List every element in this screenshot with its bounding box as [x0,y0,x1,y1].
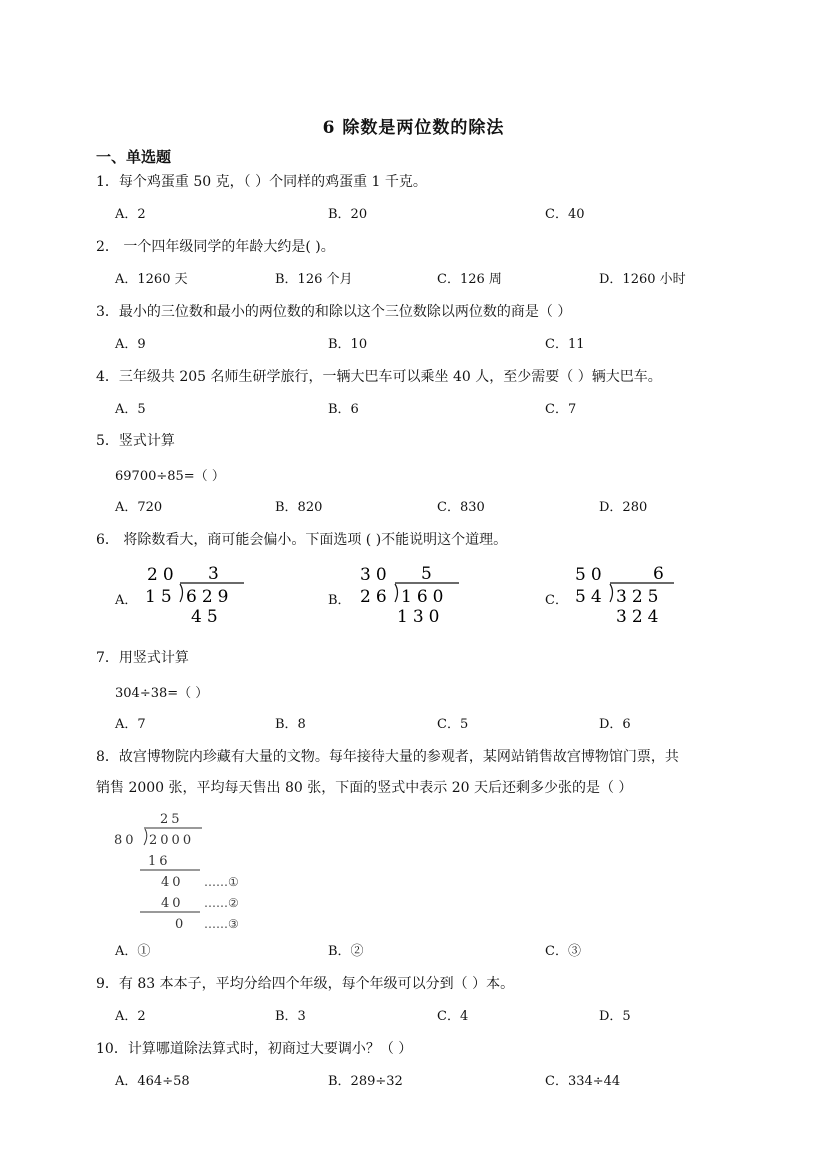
q1-option-b[interactable]: B．20 [328,207,368,222]
question-6: 6． 将除数看大，商可能会偏小。下面选项 ( )不能说明这个道理。 [96,532,508,548]
q10-option-b[interactable]: B．289÷32 [328,1074,403,1089]
q5-option-c[interactable]: C．830 [437,500,485,515]
q7-expression: 304÷38=（ ） [115,686,209,701]
q7-option-c[interactable]: C．5 [437,717,469,732]
q5-expression: 69700÷85=（ ） [115,469,225,484]
q7-option-b[interactable]: B．8 [275,717,306,732]
division-b-divisor: 26 [360,587,392,607]
division-b-bracket [395,584,398,602]
q8-dividend: 2000 [149,833,195,848]
question-3: 3．最小的三位数和最小的两位数的和除以这个三位数除以两位数的商是（ ） [96,304,572,320]
q10-option-a[interactable]: A．464÷58 [115,1074,190,1089]
division-b-quotient: 5 [421,564,432,584]
q8-divisor: 80 [114,833,137,848]
division-a-quotient: 3 [208,564,219,584]
q6-option-b[interactable]: B． [328,593,351,608]
q6-option-a[interactable]: A． [115,593,138,608]
division-c-guess: 50 [575,565,607,585]
division-a-bracket [180,584,183,602]
q10-option-c[interactable]: C．334÷44 [545,1074,621,1089]
division-c-quotient: 6 [653,564,664,584]
question-7: 7．用竖式计算 [96,650,189,666]
division-c-divisor: 54 [575,587,607,607]
q9-option-a[interactable]: A．2 [115,1009,146,1024]
question-4: 4．三年级共 205 名师生研学旅行，一辆大巴车可以乘坐 40 人，至少需要（ ）辆大巴车。 [96,369,662,385]
division-a-dividend: 629 [186,587,234,607]
q8-division [112,810,262,938]
division-b-dividend: 160 [401,587,449,607]
q5-option-b[interactable]: B．820 [275,500,323,515]
question-8-line-2: 销售 2000 张，平均每天售出 80 张，下面的竖式中表示 20 天后还剩多少张的是（ ） [96,780,633,796]
question-8-line-1: 8．故宫博物院内珍藏有大量的文物。每年接待大量的参观者，某网站销售故宫博物馆门票，共 [96,749,679,765]
division-c-dividend: 325 [616,587,664,607]
q8-quotient: 25 [160,812,183,827]
q4-option-c[interactable]: C．7 [545,402,577,417]
section-heading: 一、单选题 [96,148,172,166]
division-a-guess: 20 [147,565,179,585]
q6-division-a [140,564,250,634]
q1-option-a[interactable]: A．2 [115,207,146,222]
q9-option-b[interactable]: B．3 [275,1009,306,1024]
q1-option-c[interactable]: C．40 [545,207,585,222]
division-c-bracket [610,584,613,602]
q2-option-d[interactable]: D．1260 小时 [599,272,686,287]
division-b-product: 130 [397,607,445,627]
q2-option-a[interactable]: A．1260 天 [115,272,188,287]
q2-option-c[interactable]: C．126 周 [437,272,502,287]
q9-option-c[interactable]: C．4 [437,1009,469,1024]
q4-option-b[interactable]: B．6 [328,402,359,417]
question-10: 10．计算哪道除法算式时，初商过大要调小？（ ） [96,1041,413,1057]
q5-option-d[interactable]: D．280 [599,500,648,515]
q8-mark-2: ……② [204,896,239,910]
question-2: 2． 一个四年级同学的年龄大约是( )。 [96,239,335,255]
q3-option-a[interactable]: A．9 [115,337,146,352]
q6-option-c[interactable]: C． [545,593,568,608]
q8-option-c[interactable]: C．③ [545,944,581,959]
page-title: 6 除数是两位数的除法 [322,118,505,138]
q3-option-b[interactable]: B．10 [328,337,368,352]
division-c-product: 324 [616,607,664,627]
q8-mark-1: ……① [204,875,239,889]
division-b-guess: 30 [360,565,392,585]
question-9: 9．有 83 本本子，平均分给四个年级，每个年级可以分到（ ）本。 [96,976,515,992]
q5-option-a[interactable]: A．720 [115,500,163,515]
q6-division-b [355,564,465,634]
q8-step-2: 40 [161,875,184,890]
q9-option-d[interactable]: D．5 [599,1009,631,1024]
q8-step-1: 16 [148,854,171,869]
q2-option-b[interactable]: B．126 个月 [275,272,353,287]
q8-remainder: 0 [175,917,184,932]
q7-option-d[interactable]: D．6 [599,717,631,732]
question-5: 5．竖式计算 [96,433,175,449]
q8-bracket [144,829,147,845]
q8-option-a[interactable]: A．① [115,944,151,959]
q8-option-b[interactable]: B．② [328,944,364,959]
division-a-product: 45 [191,607,223,627]
q7-option-a[interactable]: A．7 [115,717,146,732]
q3-option-c[interactable]: C．11 [545,337,585,352]
q8-mark-3: ……③ [204,917,239,931]
q4-option-a[interactable]: A．5 [115,402,146,417]
division-a-divisor: 15 [145,587,177,607]
question-1: 1．每个鸡蛋重 50 克，（ ）个同样的鸡蛋重 1 千克。 [96,174,427,190]
q6-division-c [570,564,685,634]
q8-step-3: 40 [161,896,184,911]
